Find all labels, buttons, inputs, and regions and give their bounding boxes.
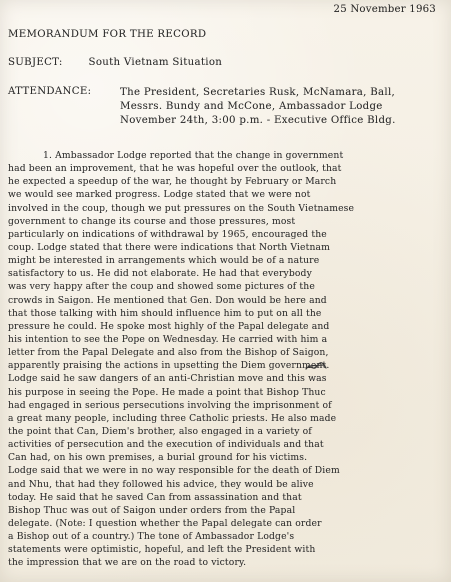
body-line: Lodge said he saw dangers of an anti-Christian move and this was	[8, 373, 327, 385]
body-line: the impression that we are on the road to victory.	[8, 557, 247, 569]
body-line: was very happy after the coup and showed some pictures of the	[8, 281, 315, 293]
body-line: Can had, on his own premises, a burial ground for his victims.	[8, 452, 308, 464]
attendance-line: November 24th, 3:00 p.m. - Executive Office Bldg.	[120, 115, 396, 126]
attendance-label: ATTENDANCE:	[8, 86, 92, 97]
body-line: that those talking with him should influence him to put on all the	[8, 307, 322, 319]
body-line: the point that Can, Diem's brother, also engaged in a variety of	[8, 425, 312, 437]
body-line: government to change its course and those pressures, most	[8, 215, 296, 227]
body-line: 1. Ambassador Lodge reported that the change in government	[43, 150, 344, 161]
body-line: had been an improvement, that he was hopeful over the outlook, that	[8, 163, 342, 175]
body-line: might be interested in arrangements which would be of a nature	[8, 255, 320, 267]
body-line: statements were optimistic, hopeful, and left the President with	[8, 544, 316, 556]
body-line: pressure he could. He spoke most highly of the Papal delegate and	[8, 320, 330, 332]
body-line: involved in the coup, though we put pressures on the South Vietnamese	[8, 202, 355, 214]
body-line: Lodge said that we were in no way responsible for the death of Diem	[8, 465, 340, 477]
body-line: a great many people, including three Catholic priests. He also made	[8, 412, 337, 424]
body-line: letter from the Papal Delegate and also from the Bishop of Saigon,	[8, 347, 329, 359]
subject-value: South Vietnam Situation	[88, 57, 223, 68]
body-line: his intention to see the Pope on Wednesday. He carried with him a	[8, 333, 328, 345]
body-line: he expected a speedup of the war, he thought by February or March	[8, 176, 337, 188]
body-line: coup. Lodge stated that there were indications that North Vietnam	[8, 241, 331, 253]
attendance-line: The President, Secretaries Rusk, McNamara, Ball,	[120, 87, 396, 98]
body-line: apparently praising the actions in upsetting the Diem government.	[8, 360, 330, 372]
body-line: a Bishop out of a country.) The tone of Ambassador Lodge's	[8, 531, 295, 543]
attendance-lines	[120, 86, 451, 128]
body-line: today. He said that he saved Can from assassination and that	[8, 491, 302, 503]
body-line: delegate. (Note: I question whether the Papal delegate can order	[8, 517, 322, 529]
body-line: and Nhu, that had they followed his advice, they would be alive	[8, 478, 314, 490]
body-line: had engaged in serious persecutions involving the imprisonment of	[8, 399, 332, 411]
attendance-line: Messrs. Bundy and McCone, Ambassador Lodge	[120, 101, 383, 112]
body-line: activities of persecution and the execution of individuals and that	[8, 439, 324, 451]
memo-heading: MEMORANDUM FOR THE RECORD	[8, 29, 207, 40]
body-line: we would see marked progress. Lodge stated that we were not	[8, 189, 311, 201]
body-line: Bishop Thuc was out of Saigon under orders from the Papal	[8, 504, 296, 516]
subject-line	[8, 57, 222, 68]
body-line: crowds in Saigon. He mentioned that Gen. Don would be here and	[8, 294, 327, 306]
body-line: particularly on indications of withdrawal by 1965, encouraged the	[8, 228, 327, 240]
document-date: 25 November 1963	[333, 4, 436, 15]
body-line: satisfactory to us. He did not elaborate. He had that everybody	[8, 268, 312, 280]
body-line: his purpose in seeing the Pope. He made a point that Bishop Thuc	[8, 386, 326, 398]
subject-label: SUBJECT:	[8, 57, 63, 68]
memo-body	[8, 149, 444, 570]
